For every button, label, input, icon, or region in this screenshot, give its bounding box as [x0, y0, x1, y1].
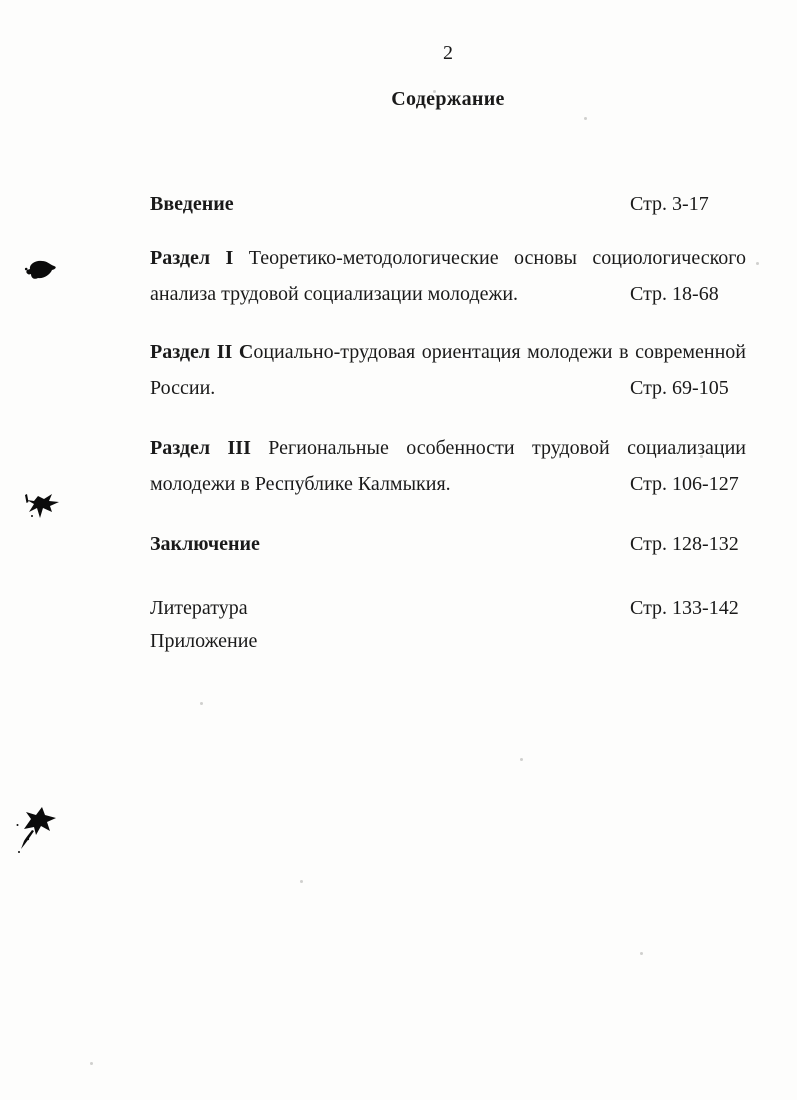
- page-number: 2: [443, 42, 453, 64]
- toc-entry-pages: Стр. 133-142: [630, 597, 739, 619]
- scan-speck: [584, 117, 587, 120]
- toc-line: [150, 533, 746, 569]
- scan-speck: [300, 880, 303, 883]
- toc-line: [150, 247, 746, 283]
- toc-section-heading: Раздел I: [150, 247, 249, 269]
- scan-speck: [520, 758, 523, 761]
- page-title: Содержание: [391, 88, 505, 110]
- toc-entry-pages: Стр. 3-17: [630, 193, 709, 215]
- toc-entry-label: Приложение: [150, 630, 258, 652]
- scan-speck: [700, 455, 703, 458]
- scan-speck: [90, 1062, 93, 1065]
- ink-blot-top-icon: [23, 256, 57, 284]
- toc-section-title-continued: России.: [150, 377, 216, 399]
- toc-entry-introduction: [150, 193, 746, 229]
- toc-entry-label: Литература: [150, 597, 248, 619]
- toc-line: [150, 630, 746, 666]
- scan-speck: [433, 90, 436, 93]
- toc-section-heading: Раздел II С: [150, 341, 254, 363]
- toc-entry-pages: Стр. 106-127: [630, 473, 739, 495]
- toc-entry-pages: Стр. 18-68: [630, 283, 719, 305]
- toc-entry-pages: Стр. 69-105: [630, 377, 729, 399]
- toc-section-title: Теоретико-методологические основы социологического: [248, 247, 746, 269]
- toc-line: [150, 437, 746, 473]
- toc-entry-appendix: [150, 630, 746, 666]
- toc-entry-section-2: [150, 341, 746, 413]
- toc-section-heading: Раздел III: [150, 437, 269, 459]
- scan-speck: [640, 952, 643, 955]
- toc-entry-section-1: [150, 247, 746, 319]
- toc-line: [150, 377, 746, 413]
- toc-entry-label: Введение: [150, 193, 234, 215]
- ink-blot-middle-icon: [23, 490, 60, 520]
- toc-line: [150, 473, 746, 509]
- toc-entry-label: Заключение: [150, 533, 260, 555]
- toc-line: [150, 341, 746, 377]
- toc-section-title-continued: анализа трудовой социализации молодежи.: [150, 283, 519, 305]
- toc-section-title: оциально-трудовая ориентация молодежи в современной: [253, 341, 746, 363]
- toc-line: [150, 193, 746, 229]
- toc-entry-conclusion: [150, 533, 746, 569]
- toc-entry-literature: [150, 597, 746, 633]
- scan-speck: [200, 702, 203, 705]
- toc-line: [150, 283, 746, 319]
- toc-entry-section-3: [150, 437, 746, 509]
- toc-entry-pages: Стр. 128-132: [630, 533, 739, 555]
- toc-line: [150, 597, 746, 633]
- toc-section-title-continued: молодежи в Республике Калмыкия.: [150, 473, 451, 495]
- toc-section-title: Региональные особенности трудовой социализации: [268, 437, 746, 459]
- scan-speck: [756, 262, 759, 265]
- ink-blot-bottom-icon: [15, 805, 57, 855]
